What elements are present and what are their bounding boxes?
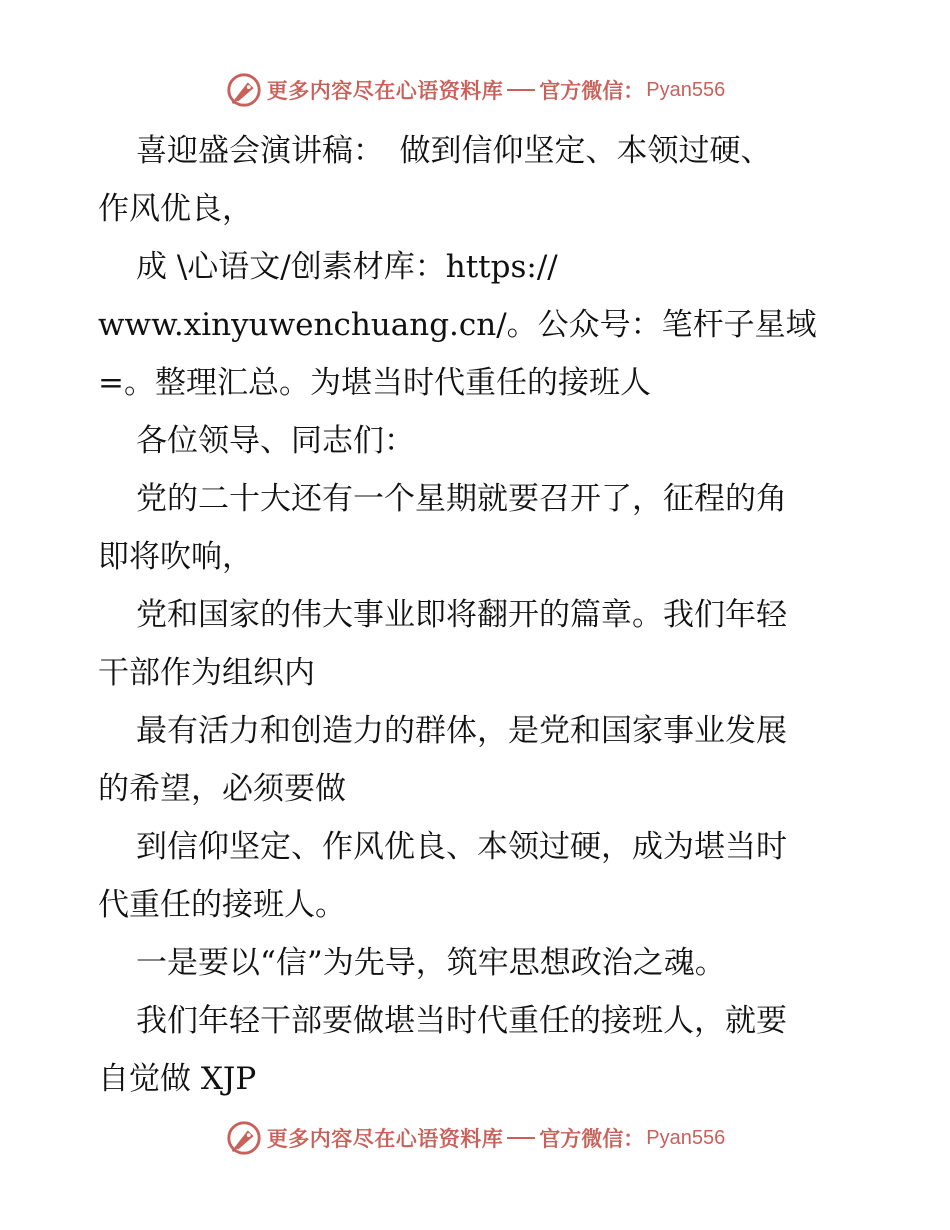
text-line: 到信仰坚定、作风优良、本领过硬，成为堪当时 bbox=[136, 829, 787, 865]
pen-nib-logo-icon bbox=[225, 71, 263, 109]
footer-banner bbox=[0, 1118, 950, 1158]
text-line: 最有活力和创造力的群体，是党和国家事业发展 bbox=[136, 713, 787, 749]
banner-text: 更多内容尽在心语资料库 bbox=[266, 78, 504, 103]
text-line: 作风优良， bbox=[98, 191, 253, 227]
banner-wechat-id: Pyan556 bbox=[646, 1126, 726, 1149]
text-line: 一是要以“信”为先导，筑牢思想政治之魂。 bbox=[136, 945, 726, 981]
text-line: =。整理汇总。为堪当时代重任的接班人 bbox=[98, 365, 651, 401]
banner-text: 更多内容尽在心语资料库 bbox=[266, 1126, 504, 1151]
text-line: 代重任的接班人。 bbox=[98, 887, 346, 923]
text-line: 即将吹响， bbox=[98, 539, 253, 575]
text-line: www.xinyuwenchuang.cn/。公众号：笔杆子星域 bbox=[98, 307, 817, 343]
text-line: 党和国家的伟大事业即将翻开的篇章。我们年轻 bbox=[136, 597, 787, 633]
text-line: 各位领导、同志们： bbox=[136, 423, 415, 459]
text-line: 党的二十大还有一个星期就要召开了，征程的角 bbox=[136, 481, 787, 517]
text-line: 的希望，必须要做 bbox=[98, 771, 346, 807]
banner-dash bbox=[507, 1137, 535, 1139]
header-banner bbox=[0, 70, 950, 110]
text-line: 干部作为组织内 bbox=[98, 655, 315, 691]
text-line: 成 \心语文/创素材库：https:// bbox=[136, 249, 558, 285]
banner-wechat-id: Pyan556 bbox=[646, 78, 726, 101]
pen-nib-logo-icon bbox=[225, 1119, 263, 1157]
text-line: 喜迎盛会演讲稿： 做到信仰坚定、本领过硬、 bbox=[136, 133, 772, 169]
banner-wechat-label: 官方微信： bbox=[539, 78, 645, 103]
banner-wechat-label: 官方微信： bbox=[539, 1126, 645, 1151]
text-line: 自觉做 XJP bbox=[98, 1061, 257, 1097]
text-line: 我们年轻干部要做堪当时代重任的接班人，就要 bbox=[136, 1003, 787, 1039]
banner-dash bbox=[507, 89, 535, 91]
